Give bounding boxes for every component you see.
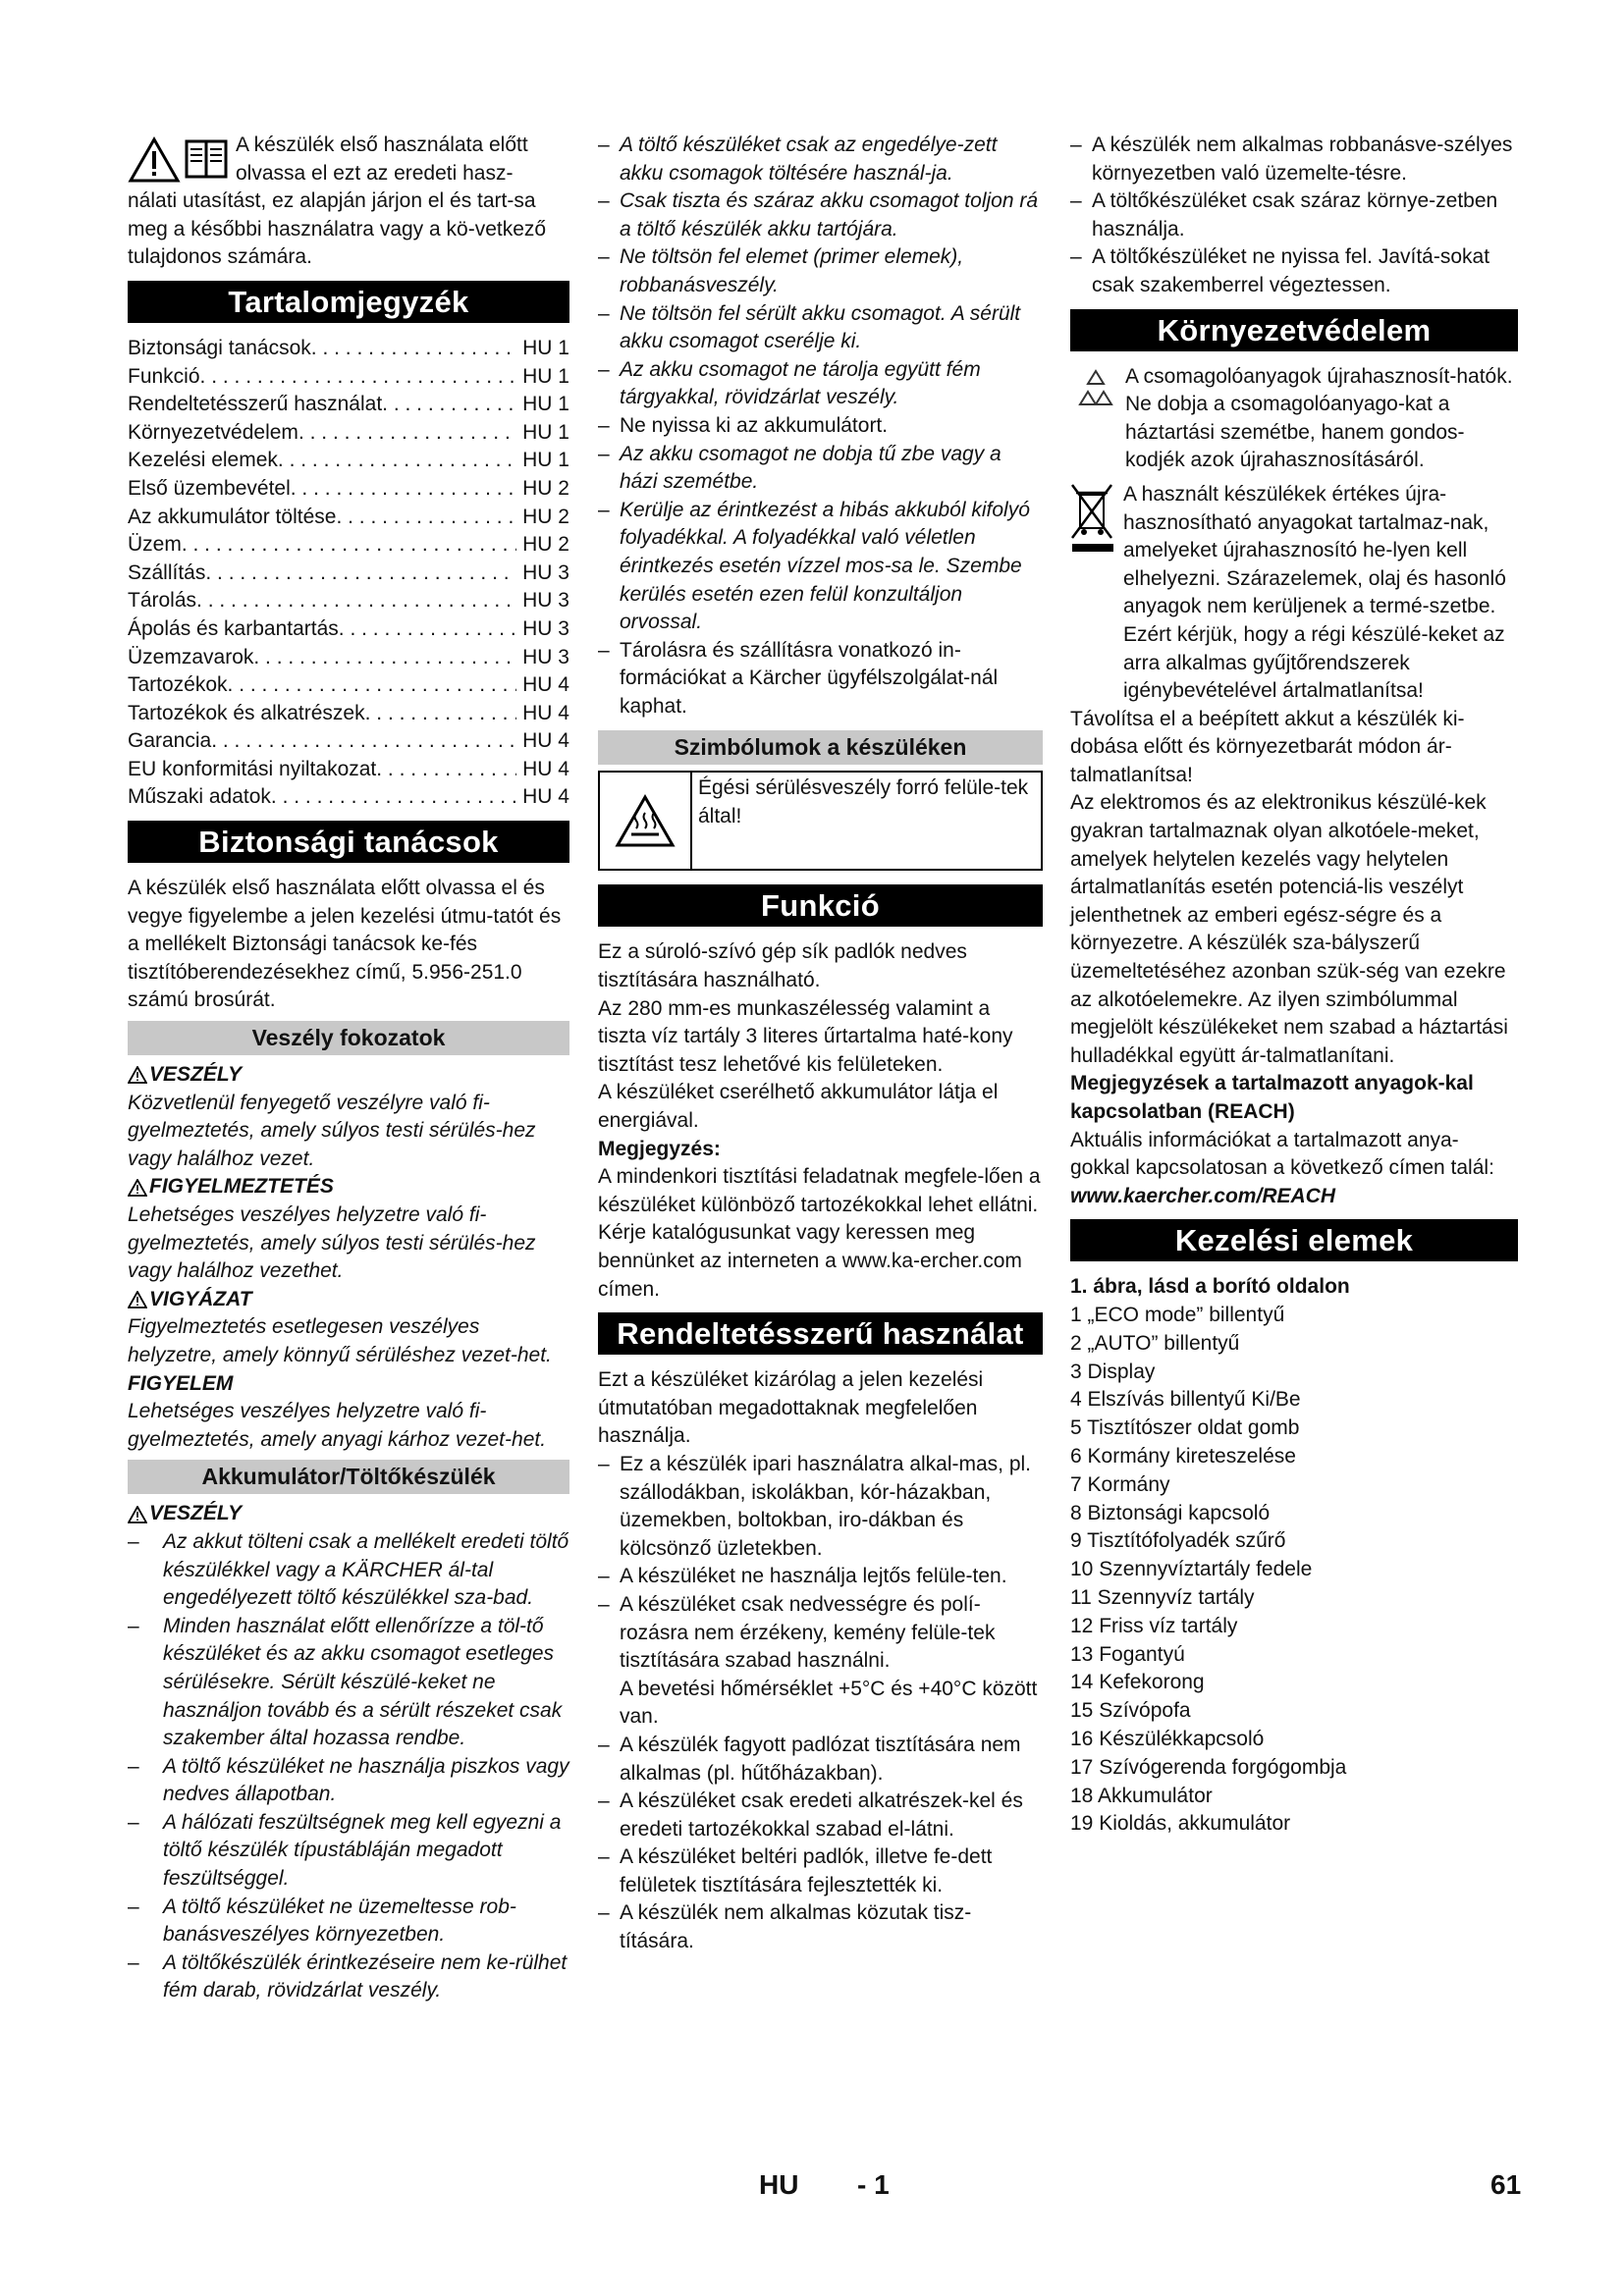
- intended-use-text: Ezt a készüléket kizárólag a jelen kezelési útmutatóban megadottaknak megfelelően használja.: [598, 1368, 984, 1448]
- list-item: [598, 1451, 1043, 1563]
- notice-label: FIGYELEM: [128, 1371, 234, 1395]
- battery-list-continued: [598, 132, 1043, 721]
- list-item: [598, 300, 1043, 356]
- toc-item-label: Első üzembevétel: [128, 476, 291, 500]
- toc-item-page: HU 1: [522, 449, 569, 472]
- toc-item-label: Rendeltetésszerű használat: [128, 393, 383, 416]
- toc-leader-dots: [376, 756, 516, 784]
- caution-label: VIGYÁZAT: [149, 1287, 252, 1310]
- toc-item-page: HU 3: [522, 561, 569, 584]
- toc-item-label: Garancia: [128, 729, 212, 753]
- toc-item[interactable]: [128, 475, 569, 504]
- column-left: [128, 132, 569, 2005]
- list-item: [128, 1894, 569, 1949]
- control-item: 13 Fogantyú: [1070, 1642, 1185, 1666]
- list-item-text: Ne töltsön fel elemet (primer elemek), robbanásveszély.: [620, 245, 964, 296]
- list-item-text: A készülék nem alkalmas robbanásve-szélyes környezetben való üzemelte-tésre.: [1092, 133, 1513, 185]
- list-item: [598, 243, 1043, 299]
- warning-heading: [128, 1173, 569, 1201]
- toc-item[interactable]: [128, 671, 569, 700]
- control-item: 9 Tisztítófolyadék szűrő: [1070, 1529, 1286, 1553]
- bullet-dash: –: [598, 1733, 610, 1756]
- reach-text: Aktuális információkat a tartalmazott anya-gokkal kapcsolatosan a következő címen talál:: [1070, 1128, 1494, 1180]
- toc-item-page: HU 3: [522, 616, 569, 640]
- toc-item[interactable]: [128, 756, 569, 784]
- list-item-text: A töltőkészülék érintkezéseire nem ke-rülhet fém darab, rövidzárlat veszély.: [163, 1950, 568, 2002]
- toc-leader-dots: [298, 419, 516, 448]
- list-item: [598, 637, 1043, 721]
- note-p1: A mindenkori tisztítási feladatnak megfele-lően a készüléket különböző tartozékokkal lehet ellátni.: [598, 1165, 1041, 1216]
- list-item-text: Az akku csomagot ne dobja tű zbe vagy a házi szemétbe.: [620, 442, 1001, 494]
- list-item: [598, 1591, 1043, 1732]
- list-item: [128, 1753, 569, 1809]
- function-p2: Az 280 mm-es munkaszélesség valamint a tiszta víz tartály 3 literes űrtartalma haté-kony tisztítást tesz lehetővé kis felületeken.: [598, 996, 1013, 1076]
- notice-heading: [128, 1370, 569, 1399]
- note-label: Megjegyzés:: [598, 1137, 721, 1160]
- control-item: 6 Kormány kireteszelése: [1070, 1444, 1296, 1468]
- toc-item-page: HU 1: [522, 393, 569, 416]
- bullet-dash: –: [598, 1845, 610, 1869]
- footer-page-code: - 1: [857, 2169, 890, 2200]
- warning-triangle-icon: [128, 1066, 147, 1084]
- control-item: 5 Tisztítószer oldat gomb: [1070, 1416, 1300, 1440]
- toc-leader-dots: [200, 363, 517, 392]
- list-item: [128, 1809, 569, 1894]
- toc-item-page: HU 2: [522, 476, 569, 500]
- symbol-box: [598, 771, 1043, 871]
- bullet-dash: –: [598, 413, 610, 437]
- toc-item-label: Tartozékok: [128, 673, 228, 697]
- control-item: 16 Készülékkapcsoló: [1070, 1727, 1265, 1750]
- toc-item[interactable]: [128, 783, 569, 812]
- bullet-dash: –: [598, 1592, 610, 1616]
- toc-item-page: HU 2: [522, 533, 569, 557]
- toc-leader-dots: [339, 615, 516, 644]
- bullet-dash: –: [598, 638, 610, 662]
- list-item-text: Ez a készülék ipari használatra alkal-mas, pl. szállodákban, iskolákban, kór-házakban, üzemekben, boltokban, iro-dákban és kölcsönző üzletekben.: [620, 1452, 1032, 1560]
- intro-line-2: olvassa el ezt az eredeti hasz-: [236, 161, 514, 185]
- environment-p2: A használt készülékek értékes újra-hasznosítható anyagokat tartalmaz-nak, amelyeket újrahasznosító he-lyen kell elhelyezni. Szárazelemek, olaj és hasonló anyagok nem kerüljenek a termé-szetbe. Ezért kérjük, hogy a régi készülé-keket az arra alkalmas gyűjtőrendszerek igénybevételével ártalmatlanítsa!: [1123, 482, 1506, 703]
- bullet-dash: –: [598, 1901, 610, 1925]
- list-item: [598, 132, 1043, 187]
- toc-item-page: HU 4: [522, 729, 569, 753]
- toc-item-page: HU 4: [522, 673, 569, 697]
- list-item-text: Az akkut tölteni csak a mellékelt eredeti töltő készülékkel vagy a KÄRCHER ál-tal engedélyezett töltő készülékkel sza-bad.: [163, 1529, 569, 1610]
- control-item: 10 Szennyvíztartály fedele: [1070, 1558, 1313, 1581]
- list-item: [598, 1899, 1043, 1955]
- bullet-dash: –: [128, 1895, 139, 1918]
- list-item: [598, 1732, 1043, 1788]
- toc-item-label: Üzem: [128, 533, 182, 557]
- list-item: [128, 1613, 569, 1753]
- list-item: [598, 412, 1043, 441]
- intro-block: [128, 132, 569, 272]
- list-item: [598, 187, 1043, 243]
- bullet-dash: –: [598, 1452, 610, 1475]
- warning-label: FIGYELMEZTETÉS: [149, 1175, 334, 1199]
- control-item: 2 „AUTO” billentyű: [1070, 1331, 1240, 1355]
- danger-levels-title: Veszély fokozatok: [128, 1021, 569, 1055]
- toc-item-page: HU 1: [522, 336, 569, 359]
- bullet-dash: –: [598, 1789, 610, 1813]
- column-right: [1070, 132, 1518, 1839]
- control-item: 11 Szennyvíz tartály: [1070, 1585, 1255, 1609]
- function-p1: Ez a súroló-szívó gép sík padlók nedves tisztítására használható.: [598, 940, 967, 992]
- battery-list: [128, 1528, 569, 2005]
- environment-p4: Az elektromos és az elektronikus készülé-kek gyakran tartalmaznak olyan alkotóele-meket, amelyek helytelen kezelés vagy helytelen ártalmatlanítás esetén potenciá-lis veszélyt jelenthetnek az emberi egész-ségre és a környezetre. A készülék sza-bályszerű üzemeltetéséhez azonban szük-ség van ezekre az alkotóelemekre. Az ilyen szimbólummal megjelölt készülékeket nem szabad a háztartási hulladékkal együtt ár-talmatlanítani.: [1070, 791, 1508, 1067]
- toc-item[interactable]: [128, 727, 569, 756]
- list-item-text: A készülék fagyott padlózat tisztítására nem alkalmas (pl. hűtőházakban).: [620, 1733, 1021, 1785]
- control-item: 19 Kioldás, akkumulátor: [1070, 1812, 1291, 1836]
- toc-leader-dots: [291, 475, 516, 504]
- battery-danger-heading: [128, 1500, 569, 1528]
- list-item-text: Az akku csomagot ne tárolja együtt fém tárgyakkal, rövidzárlat veszély.: [620, 357, 981, 409]
- bullet-dash: –: [598, 189, 610, 213]
- toc-item[interactable]: [128, 615, 569, 644]
- crossed-bin-icon: [1070, 483, 1115, 554]
- symbols-title: Szimbólumok a készüléken: [598, 730, 1043, 765]
- toc-item-label: Tartozékok és alkatrészek: [128, 701, 365, 724]
- warning-manual-icon: [128, 133, 236, 185]
- toc-item-label: Biztonsági tanácsok: [128, 336, 311, 359]
- list-item-text: A készüléket csak nedvességre és polí-rozásra nem érzékeny, kemény felüle-tek tisztítására szabad használni. A bevetési hőmérséklet +5°C és +40°C között van.: [620, 1592, 1038, 1729]
- toc-leader-dots: [211, 727, 516, 756]
- list-item-text: A készülék nem alkalmas közutak tisz-títására.: [620, 1901, 972, 1953]
- list-item-text: A töltőkészüléket csak száraz környe-zetben használja.: [1092, 189, 1498, 240]
- control-item: 1 „ECO mode” billentyű: [1070, 1303, 1285, 1326]
- bullet-dash: –: [598, 1565, 610, 1588]
- list-item-text: Tárolásra és szállításra vonatkozó in-formációkat a Kärcher ügyfélszolgálat-nál kaphat.: [620, 638, 999, 718]
- toc-item-page: HU 4: [522, 701, 569, 724]
- list-item: [1070, 132, 1518, 187]
- symbol-text: Égési sérülésveszély forró felüle-tek által!: [698, 776, 1029, 828]
- list-item-text: Minden használat előtt ellenőrízze a töl-tő készüléket és az akku csomagot esetleges sérülésekre. Sérült készülé-keket ne használjon tovább és a sérült részeket csak szakember által hozassa rendbe.: [163, 1614, 563, 1750]
- list-item: [598, 441, 1043, 497]
- control-item: 18 Akkumulátor: [1070, 1784, 1213, 1807]
- toc-leader-dots: [365, 700, 517, 728]
- toc-item-label: Tárolás: [128, 589, 197, 613]
- toc-item[interactable]: [128, 363, 569, 392]
- list-item: [128, 1528, 569, 1613]
- toc-leader-dots: [278, 447, 516, 475]
- list-item: [1070, 187, 1518, 243]
- bullet-dash: –: [1070, 189, 1082, 213]
- hot-surface-icon: [615, 793, 676, 848]
- toc-leader-dots: [182, 531, 516, 560]
- toc-item[interactable]: [128, 419, 569, 448]
- toc-title: Tartalomjegyzék: [128, 281, 569, 323]
- warning-triangle-icon: [128, 1179, 147, 1197]
- toc-item-label: Műszaki adatok: [128, 785, 271, 809]
- list-item-text: A készüléket beltéri padlók, illetve fe-dett felületek tisztítására fejlesztették ki.: [620, 1845, 993, 1896]
- toc-leader-dots: [271, 783, 516, 812]
- list-item: [598, 1788, 1043, 1843]
- toc-leader-dots: [311, 335, 516, 363]
- controls-list: [1070, 1302, 1518, 1839]
- hot-surface-symbol: [600, 773, 692, 869]
- toc-item[interactable]: [128, 335, 569, 363]
- toc-item[interactable]: [128, 531, 569, 560]
- danger-heading: [128, 1061, 569, 1090]
- list-item-text: A töltő készüléket ne üzemeltesse rob-banásveszélyes környezetben.: [163, 1895, 516, 1947]
- control-item: 15 Szívópofa: [1070, 1699, 1191, 1723]
- recycle-block: [1070, 363, 1518, 475]
- toc-item-page: HU 1: [522, 420, 569, 444]
- list-item: [1070, 243, 1518, 299]
- list-item-text: Ne töltsön fel sérült akku csomagot. A sérült akku csomagot cserélje ki.: [620, 301, 1021, 353]
- control-item: 17 Szívógerenda forgógombja: [1070, 1755, 1347, 1779]
- toc-item-label: Kezelési elemek: [128, 449, 278, 472]
- toc-item-label: EU konformitási nyiltakozat: [128, 757, 377, 780]
- toc-item-page: HU 4: [522, 785, 569, 809]
- toc-item-label: Funkció: [128, 364, 200, 388]
- control-item: 4 Elszívás billentyű Ki/Be: [1070, 1388, 1301, 1412]
- control-item: 3 Display: [1070, 1360, 1156, 1383]
- control-item: 12 Friss víz tartály: [1070, 1614, 1238, 1637]
- intro-line-1: A készülék első használata előtt: [236, 133, 528, 156]
- function-p3: A készüléket cserélhető akkumulátor látja el energiával.: [598, 1081, 999, 1133]
- toc-item-label: Környezetvédelem: [128, 420, 298, 444]
- list-item-text: Ne nyissa ki az akkumulátort.: [620, 413, 889, 437]
- toc-item[interactable]: [128, 587, 569, 615]
- list-item: [598, 1563, 1043, 1591]
- recycle-icon: [1070, 365, 1121, 416]
- toc-leader-dots: [205, 560, 516, 588]
- toc-item-label: Szállítás: [128, 561, 206, 584]
- bullet-dash: –: [128, 1810, 139, 1834]
- warning-triangle-icon: [128, 1506, 147, 1523]
- list-item-text: A hálózati feszültségnek meg kell egyezni a töltő készülék típustábláján megadott feszültséggel.: [163, 1810, 562, 1891]
- toc-item[interactable]: [128, 560, 569, 588]
- list-item: [128, 1949, 569, 2005]
- bullet-dash: –: [128, 1614, 139, 1637]
- bullet-dash: –: [598, 498, 610, 521]
- battery-danger-label: VESZÉLY: [149, 1502, 243, 1525]
- bullet-dash: –: [598, 245, 610, 269]
- controls-figure-ref: 1. ábra, lásd a borító oldalon: [1070, 1275, 1350, 1299]
- toc-item-page: HU 3: [522, 645, 569, 668]
- environment-p1: A csomagolóanyagok újrahasznosít-hatók. Ne dobja a csomagolóanyago-kat a háztartási szemétbe, hanem gondos-kodjék azok újrahasznosításáról.: [1125, 364, 1513, 472]
- toc-item-page: HU 3: [522, 589, 569, 613]
- environment-title: Környezetvédelem: [1070, 309, 1518, 351]
- safety-text: A készülék első használata előtt olvassa el és vegye figyelembe a jelen kezelési útmu-tatót és a mellékelt Biztonsági tanácsok ke-fés tisztítóberendezésekhez című, 5.956-251.0 számú brosúrát.: [128, 877, 562, 1012]
- toc-item-page: HU 4: [522, 757, 569, 780]
- list-item: [598, 1843, 1043, 1899]
- toc-list: [128, 335, 569, 812]
- bullet-dash: –: [128, 1529, 139, 1553]
- toc-item-label: Ápolás és karbantartás: [128, 616, 339, 640]
- warning-triangle-icon: [128, 1291, 147, 1308]
- bullet-dash: –: [1070, 245, 1082, 269]
- bullet-dash: –: [598, 133, 610, 156]
- toc-leader-dots: [336, 504, 516, 532]
- environment-p3: Távolítsa el a beépített akkut a készülék ki-dobása előtt és környezetbarát módon ár-talmatlanítsa!: [1070, 707, 1465, 786]
- list-item-text: A töltőkészüléket ne nyissa fel. Javítá-sokat csak szakemberrel végeztessen.: [1092, 245, 1490, 296]
- toc-item-page: HU 1: [522, 364, 569, 388]
- list-item-text: Csak tiszta és száraz akku csomagot toljon rá a töltő készülék akku tartójára.: [620, 189, 1039, 240]
- toc-leader-dots: [382, 391, 516, 419]
- weee-block: [1070, 481, 1518, 706]
- warning-text: Lehetséges veszélyes helyzetre való fi-gyelmeztetés, amely súlyos testi sérülés-hez vagy halálhoz vezethet.: [128, 1203, 536, 1283]
- toc-item[interactable]: [128, 504, 569, 532]
- intended-use-list-continued: [1070, 132, 1518, 300]
- caution-text: Figyelmeztetés esetlegesen veszélyes helyzetre, amely könnyű sérüléshez vezet-het.: [128, 1315, 552, 1366]
- battery-title: Akkumulátor/Töltőkészülék: [128, 1460, 569, 1494]
- list-item-text: Kerülje az érintkezést a hibás akkuból kifolyó folyadékkal. A folyadékkal való véletlen érintkezés esetén vízzel mos-sa le. Szembe kerülés esetén ezen felül konzultáljon orvossal.: [620, 498, 1030, 634]
- bullet-dash: –: [598, 442, 610, 465]
- controls-title: Kezelési elemek: [1070, 1219, 1518, 1261]
- list-item: [598, 356, 1043, 412]
- bullet-dash: –: [598, 301, 610, 325]
- reach-title: Megjegyzések a tartalmazott anyagok-kal kapcsolatban (REACH): [1070, 1072, 1474, 1123]
- control-item: 14 Kefekorong: [1070, 1671, 1205, 1694]
- reach-url[interactable]: www.kaercher.com/REACH: [1070, 1184, 1335, 1207]
- toc-item[interactable]: [128, 700, 569, 728]
- list-item-text: A töltő készüléket csak az engedélye-zett akku csomagok töltésére használ-ja.: [620, 133, 998, 185]
- list-item-text: A töltő készüléket ne használja piszkos vagy nedves állapotban.: [163, 1754, 569, 1806]
- toc-item-label: Üzemzavarok: [128, 645, 254, 668]
- intro-text: nálati utasítást, ez alapján járjon el és tart-sa meg a későbbi használatra vagy a kö-vetkező tulajdonos számára.: [128, 189, 547, 269]
- bullet-dash: –: [1070, 133, 1082, 156]
- toc-leader-dots: [196, 587, 516, 615]
- footer-page-number: 61: [1490, 2169, 1522, 2200]
- toc-item[interactable]: [128, 447, 569, 475]
- column-middle: [598, 132, 1043, 1956]
- toc-item-page: HU 2: [522, 505, 569, 528]
- bullet-dash: –: [128, 1754, 139, 1778]
- toc-item[interactable]: [128, 391, 569, 419]
- footer-language: HU: [759, 2169, 799, 2200]
- bullet-dash: –: [598, 357, 610, 381]
- list-item-text: A készüléket ne használja lejtős felüle-ten.: [620, 1565, 1007, 1588]
- safety-title: Biztonsági tanácsok: [128, 821, 569, 863]
- function-title: Funkció: [598, 884, 1043, 927]
- notice-text: Lehetséges veszélyes helyzetre való fi-gyelmeztetés, amely anyagi kárhoz vezet-het.: [128, 1400, 547, 1451]
- caution-heading: [128, 1286, 569, 1314]
- control-item: 7 Kormány: [1070, 1472, 1170, 1496]
- intended-use-list: [598, 1451, 1043, 1956]
- toc-item-label: Az akkumulátor töltése: [128, 505, 337, 528]
- list-item: [598, 497, 1043, 637]
- bullet-dash: –: [128, 1950, 139, 1974]
- intended-use-title: Rendeltetésszerű használat: [598, 1312, 1043, 1355]
- toc-leader-dots: [253, 644, 516, 672]
- list-item-text: A készüléket csak eredeti alkatrészek-kel és eredeti tartozékokkal szabad el-látni.: [620, 1789, 1023, 1841]
- toc-leader-dots: [228, 671, 517, 700]
- toc-item[interactable]: [128, 644, 569, 672]
- danger-text: Közvetlenül fenyegető veszélyre való fi-gyelmeztetés, amely súlyos testi sérülés-hez vagy halálhoz vezet.: [128, 1091, 536, 1170]
- danger-label: VESZÉLY: [149, 1063, 243, 1087]
- control-item: 8 Biztonsági kapcsoló: [1070, 1501, 1271, 1524]
- note-p2: Kérje katalógusunkat vagy keressen meg bennünket az interneten a www.ka-ercher.com címen.: [598, 1221, 1022, 1301]
